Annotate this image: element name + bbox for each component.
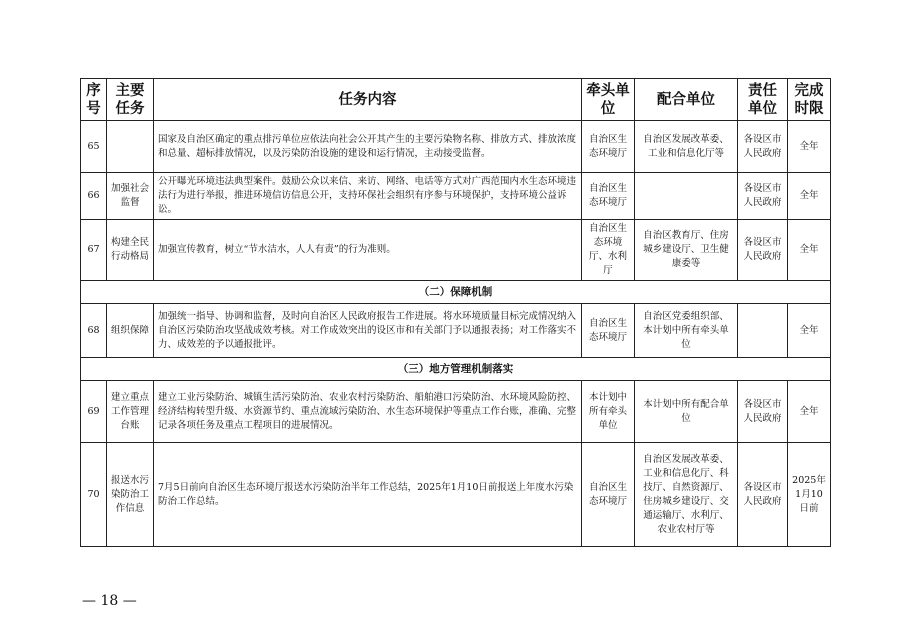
section-row (81, 281, 831, 304)
cell-resp: 各设区市人民政府 (738, 381, 788, 443)
cell-resp: 各设区市人民政府 (738, 121, 788, 173)
table-row (81, 443, 831, 547)
header-content: 任务内容 (154, 79, 582, 121)
cell-no: 70 (81, 443, 107, 547)
section-title: （三）地方管理机制落实 (81, 358, 831, 381)
cell-lead: 本计划中所有牵头单位 (582, 381, 635, 443)
cell-lead: 自治区生态环境厅、水利厅 (582, 220, 635, 281)
cell-task: 构建全民行动格局 (107, 220, 154, 281)
cell-deadline: 2025年1月10日前 (788, 443, 831, 547)
cell-coop: 自治区党委组织部、本计划中所有牵头单位 (635, 304, 738, 358)
cell-content: 国家及自治区确定的重点排污单位应依法向社会公开其产生的主要污染物名称、排放方式、排放浓度和总量、超标排放情况，以及污染防治设施的建设和运行情况，主动接受监督。 (154, 121, 582, 173)
cell-lead: 自治区生态环境厅 (582, 443, 635, 547)
table-row (81, 121, 831, 173)
cell-resp (738, 304, 788, 358)
table-row (81, 220, 831, 281)
header-no: 序号 (81, 79, 107, 121)
cell-coop: 本计划中所有配合单位 (635, 381, 738, 443)
cell-content: 公开曝光环境违法典型案件。鼓励公众以来信、来访、网络、电话等方式对广西范围内水生态环境违法行为进行举报，推进环境信访信息公开，支持环保社会组织有序参与环境保护，支持环境公益诉讼。 (154, 173, 582, 220)
page-number: — 18 — (82, 593, 137, 609)
section-title: （二）保障机制 (81, 281, 831, 304)
task-table (80, 78, 831, 547)
cell-no: 67 (81, 220, 107, 281)
table-row (81, 304, 831, 358)
cell-content: 加强宣传教育，树立“节水洁水，人人有责”的行为准则。 (154, 220, 582, 281)
cell-deadline: 全年 (788, 304, 831, 358)
header-lead: 牵头单位 (582, 79, 635, 121)
cell-resp: 各设区市人民政府 (738, 220, 788, 281)
cell-coop: 自治区发展改革委、工业和信息化厅等 (635, 121, 738, 173)
cell-no: 68 (81, 304, 107, 358)
cell-task: 组织保障 (107, 304, 154, 358)
cell-resp: 各设区市人民政府 (738, 443, 788, 547)
cell-deadline: 全年 (788, 381, 831, 443)
header-resp: 责任单位 (738, 79, 788, 121)
header-coop: 配合单位 (635, 79, 738, 121)
cell-no: 69 (81, 381, 107, 443)
cell-task (107, 121, 154, 173)
table-row (81, 173, 831, 220)
cell-coop (635, 173, 738, 220)
cell-deadline: 全年 (788, 220, 831, 281)
header-deadline: 完成时限 (788, 79, 831, 121)
table-row (81, 381, 831, 443)
header-task: 主要任务 (107, 79, 154, 121)
cell-content: 加强统一指导、协调和监督，及时向自治区人民政府报告工作进展。将水环境质量目标完成情况纳入自治区污染防治攻坚战成效考核。对工作成效突出的设区市和有关部门予以通报表扬；对工作落实不力、成效差的予以通报批评。 (154, 304, 582, 358)
cell-lead: 自治区生态环境厅 (582, 173, 635, 220)
cell-deadline: 全年 (788, 173, 831, 220)
cell-coop: 自治区发展改革委、工业和信息化厅、科技厅、自然资源厅、住房城乡建设厅、交通运输厅、水利厅、农业农村厅等 (635, 443, 738, 547)
cell-task: 建立重点工作管理台账 (107, 381, 154, 443)
cell-content: 7月5日前向自治区生态环境厅报送水污染防治半年工作总结，2025年1月10日前报送上年度水污染防治工作总结。 (154, 443, 582, 547)
cell-lead: 自治区生态环境厅 (582, 304, 635, 358)
table-header-row (81, 79, 831, 121)
cell-task: 报送水污染防治工作信息 (107, 443, 154, 547)
cell-deadline: 全年 (788, 121, 831, 173)
cell-task: 加强社会监督 (107, 173, 154, 220)
cell-no: 65 (81, 121, 107, 173)
cell-coop: 自治区教育厅、住房城乡建设厅、卫生健康委等 (635, 220, 738, 281)
cell-content: 建立工业污染防治、城镇生活污染防治、农业农村污染防治、船舶港口污染防治、水环境风险防控、经济结构转型升级、水资源节约、重点流域污染防治、水生态环境保护等重点工作台账，准确、完整记录各项任务及重点工程项目的进展情况。 (154, 381, 582, 443)
cell-lead: 自治区生态环境厅 (582, 121, 635, 173)
section-row (81, 358, 831, 381)
cell-no: 66 (81, 173, 107, 220)
cell-resp: 各设区市人民政府 (738, 173, 788, 220)
